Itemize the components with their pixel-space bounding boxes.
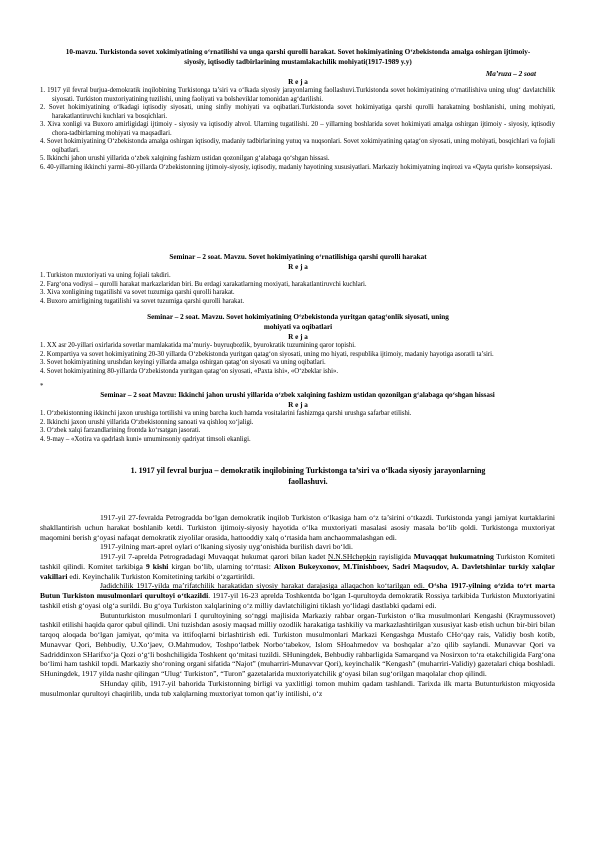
seminar2-subtitle: mohiyati va oqibatlari (263, 323, 333, 331)
asterisk-mark: * (40, 383, 44, 390)
text-span: rayisligida (376, 552, 414, 561)
seminar1-title: Seminar – 2 soat. Mavzu. Sovet hokimiyatining o‘rnatilishiga qarshi qurolli harakat (169, 253, 427, 261)
bold-span: Alixon Bukeyxonov, M.Tinishboev, Sadri Maqsudov, A. Davletshinlar turkiy xalqlar vakillari (40, 561, 556, 581)
list-item: 2. Sovet hokimiyatining o‘lkadagi iqtisodiy siyosati, uning sinfiy mohiyati va oqibatlari.Turkistonda sovet hokimiyatiga qarshi qurolli harakatning boshlanishi, uning mohiyati, harakatlantiruvchi kuchlari va bosqichlari. (40, 104, 555, 120)
list-item: 3. Xiva xonligining tugatilishi va sovet tuzumiga qarshi qurolli harakat. (40, 289, 235, 297)
seminar3-plan-heading: R e j a (288, 401, 308, 409)
list-item: 4. Buxoro amirligining tugatilishi va sovet tuzumiga qarshi qurolli harakat. (40, 297, 245, 305)
list-item: 1. 1917 yil fevral burjua-demokratik inqilobining Turkistonga ta’siri va o‘lkada siyosiy jarayonlarning faollashuvi.Turkistonda sovet hokimiyatining o‘rnatilishiva uning ulug‘ davlatchilik siyosati. Turkiston muxtoriyatining tuzilishi, uning faoliyati va bolsheviklar tomonidan ag‘darilishi. (40, 87, 555, 103)
text-span: edi. Keyinchalik Turkiston Komitetining tarkibi o‘zgartirildi. (67, 571, 255, 581)
list-item: 1. Turkiston muxtoriyati va uning fojiali takdiri. (40, 272, 171, 279)
seminar3-title: Seminar – 2 soat Mavzu: Ikkinchi jahon urushi yillarida o‘zbek xalqining fashizm ustidan qozonilgan g‘alabaga qo‘shgan hissasi (100, 391, 495, 399)
underlined-name: N.N.SHchepkin (327, 552, 377, 561)
bold-span: Muvaqqat hukumatning (413, 552, 494, 561)
seminar2-title: Seminar – 2 soat. Mavzu. Sovet hokimiyatining O‘zbekistonda yuritgan qatag‘onlik siyosati, uning (147, 313, 449, 321)
paragraph: 1917-yil 27-fevralda Petrogradda bo‘lgan demokratik inqilob Turkiston o‘lkasiga ham o‘z ta’sirini o‘tkazdi. Turkistonda yangi jamiyat kurtaklarini shakllantirish uchun harakat boshlanib ketdi. Turkiston ijtimoiy-siyosiy hayotida o‘lka muxtoriyati masalasi asosiy masala bo‘lib qoldi. Turkistonga muxtoriyat maqomini berish g‘oyasi nafaqat demokratik ziyolilar orasida, hattooddiy xalq o‘rtasida ham anchaommalashgan edi. (40, 513, 555, 542)
bold-span: 9 kishi (145, 561, 169, 571)
list-item: 4. Sovet hokimiyatining O‘zbekistonda amalga oshirgan iqtisodiy, madaniy tadbirlarining yutuq va nuqsonlari. Sovet xokimiyatining qatag‘on siyosati, uning mohiyati, bosqichlari va fojiali oqibatlari. (40, 138, 555, 154)
list-item: 1. XX asr 20-yillari oxirlarida sovetlar mamlakatida ma’muriy- buyruqbozlik, byurokratik tuzumining qaror topishi. (40, 342, 356, 349)
lecture-plan-list (40, 87, 555, 172)
seminar1-plan-heading: R e j a (288, 263, 308, 271)
paragraph (40, 552, 555, 581)
seminar2-list (40, 342, 555, 376)
list-item: 3. O‘zbek xalqi farzandlarining frontda ko‘rsatgan jasorati. (40, 427, 201, 435)
list-item: 3. Xiva xonligi va Buxoro amirligidagi ijtimoiy - siyosiy va iqtisodiy ahvol. Ularning tugatilishi. 20 – yillarning boshlarida sovet hokimiyati amalga oshirgan ijtimoiy - siyosiy, iqtisodiy chora-tadbirlarning mohiyati va maqsadlari. (40, 121, 555, 137)
paragraph: SHunday qilib, 1917-yil bahorida Turkistonning birligi va yaxlitligi tomon muhim qadam tashlandi. Tarixda ilk marta Butunturkiston miqyosida musulmonlar qurultoyi chaqirilib, unda tub xalqlarning muxtoriyat tomon qat’iy intilishi, o‘z (40, 678, 555, 698)
list-item: 4. 9-may – «Xotira va qadrlash kuni» umuminsoniy qadriyat timsoli ekanligi. (40, 435, 251, 443)
list-item: 2. Ikkinchi jaxon urushi yillarida O‘zbekistonning sanoati va qishloq xo‘jaligi. (40, 418, 254, 426)
list-item: 1. O‘zbekistonning ikkinchi jaxon urushiga tortilishi va uning barcha kuch hamda vositalarini fashizmga qarshi urushga safarbar etilishi. (40, 410, 412, 417)
bold-span: O‘sha 1917-yilning o‘zida to‘rt marta Butun Turkiston musulmonlari qurultoyi o‘tkazildi (40, 581, 555, 600)
paragraph: 1917-yilning mart-aprel oylari o‘lkaning siyosiy uyg‘onishida burilish davri bo‘ldi. (100, 542, 353, 552)
list-item: 2. Kompartiya va sovet hokimiyatining 20-30 yillarda O‘zbekistonda yuritgan qatag‘on siyosati, uning mo hiyati, respublika ijtimoiy, madaniy hayotiga asoratli ta’siri. (40, 350, 494, 358)
section-heading-cont: faollashuvi. (288, 477, 328, 486)
list-item: 4. Sovet hokimiyatining 80-yillarda O‘zbekistonda yuritgan qatag‘on siyosati, «Paxta ishi», «O‘zbeklar ishi». (40, 367, 339, 375)
body-text (40, 513, 555, 698)
paragraph: Butunturkiston musulmonlari I qurultoyining so‘nggi majlisida Markaziy rahbar organ-Turkiston o‘lka musulmonlari Kengashi (Kraymussovet) tashkil etilishi haqida qaror qabul qilindi. Uni tuzishdan asosiy maqsad milliy ozodlik harakatiga tashkiliy va markazlashtirilgan xususiyat kasb etish uchun bir-biri bilan tarqoq aloqada bo‘lgan jamiyat, qo‘mita va ittifoqlarni birlashtirish edi. Turkiston musulmonlari Markazi Kengashga Mustafo CHo‘qay rais, Validiy bosh kotib, Munavvar Qori, Behbudiy, U.Xo‘jaev, O.Mahmudov, Toshpo‘latbek Norbo‘tabekov, Islom SHoahmedov va boshqalar a’zo qilib saylandi. Munavvar Qori va Sadriddinxon SHarifxo‘ja Qozi o‘g‘li boshchiligida Toshkent qo‘mitasi tuzildi. SHuningdek, Behbudiy rahbarligida Samarqand va Nosirxon to‘ra etakchiligida Farg‘ona bo‘limi ham tashkil topdi. Markaziy sho‘roning organi sifatida “Najot” (muharriri-Munavvar Qori), keyinchalik “Kengash” (muharriri-Validiy) gazetalari chiqa boshladi. SHuningdek, 1917 yilda nashr qilingan “Ulug‘ Turkiston”, “Turon” gazetalarida muxtoriyatchilik g‘oyasi bilan sug‘orilgan maqolalar chop qilindi. (40, 610, 555, 678)
text-span: . 1917-yil 16-23 aprelda Toshkentda bo‘lgan I-qurultoyda demokratik Rossiya tarkibida Turkiston Muxtoriyatini tashkil etish g‘oyasi olg‘a surildi. Bu g‘oya Turkiston xalqlarining o‘z milliy davlatchiligini tiklash yo‘lidagi dastlabki qadami edi. (40, 591, 555, 610)
plan-heading: R e j a (288, 78, 308, 86)
list-item: 6. 40-yillarning ikkinchi yarmi–80-yillarda O‘zbekistonning ijtimoiy-siyosiy, iqtisodiy, madaniy hayotining xususiyatlari. Markaziy hokimiyatning inqirozi va «Qayta qurish» konsepsiyasi. (40, 163, 553, 171)
seminar1-list (40, 272, 555, 306)
lecture-hours: Ma’ruza – 2 soat (485, 70, 536, 78)
text-span: Turkiston Komiteti tashkil qilindi. Komitet tarkibiga (40, 552, 555, 571)
section-heading: 1. 1917 yil fevral burjua – demokratik inqilobining Turkistonga ta’siri va o‘lkada siyosiy jarayonlarning (130, 466, 486, 475)
seminar2-plan-heading: R e j a (288, 333, 308, 341)
text-span: 1917-yil 7-aprelda Petrogradadagi Muvaqqat hukumat qarori bilan kadet (100, 552, 328, 561)
seminar3-list (40, 410, 555, 444)
list-item: 2. Farg‘ona vodiysi – qurolli harakat markazlaridan biri. Bu erdagi xarakatlarning moxiyati, harakatlantiruvchi kuchlari. (40, 280, 367, 288)
underlined-span: Jadidchilik 1917-yilda ma’rifatchilik harakatidan siyosiy harakat darajasiga allaqachon ko‘tarilgan edi. (100, 581, 429, 591)
document-title: 10-mavzu. Turkistonda sovet xokimiyatining o‘rnatilishi va unga qarshi qurolli harakat. Sovet hokimiyatining O‘zbekistonda amalga oshirgan ijtimoiy-siyosiy, iqtisodiy tadbirlarining mustamlakachilik mohiyati(1917-1989 y.y) (65, 48, 531, 66)
text-span: kirgan bo‘lib, ularning to‘rttasi: (168, 561, 274, 571)
list-item: 3. Sovet hokimiyatining urushdan keyingi yillarda amalga oshirgan qatag‘on siyosati va uning oqibatlari. (40, 359, 326, 367)
paragraph (40, 581, 555, 610)
list-item: 5. Ikkinchi jahon urushi yillarida o‘zbek xalqining fashizm ustidan qozonilgan g‘alabaga qo‘shgan hissasi. (40, 155, 330, 163)
